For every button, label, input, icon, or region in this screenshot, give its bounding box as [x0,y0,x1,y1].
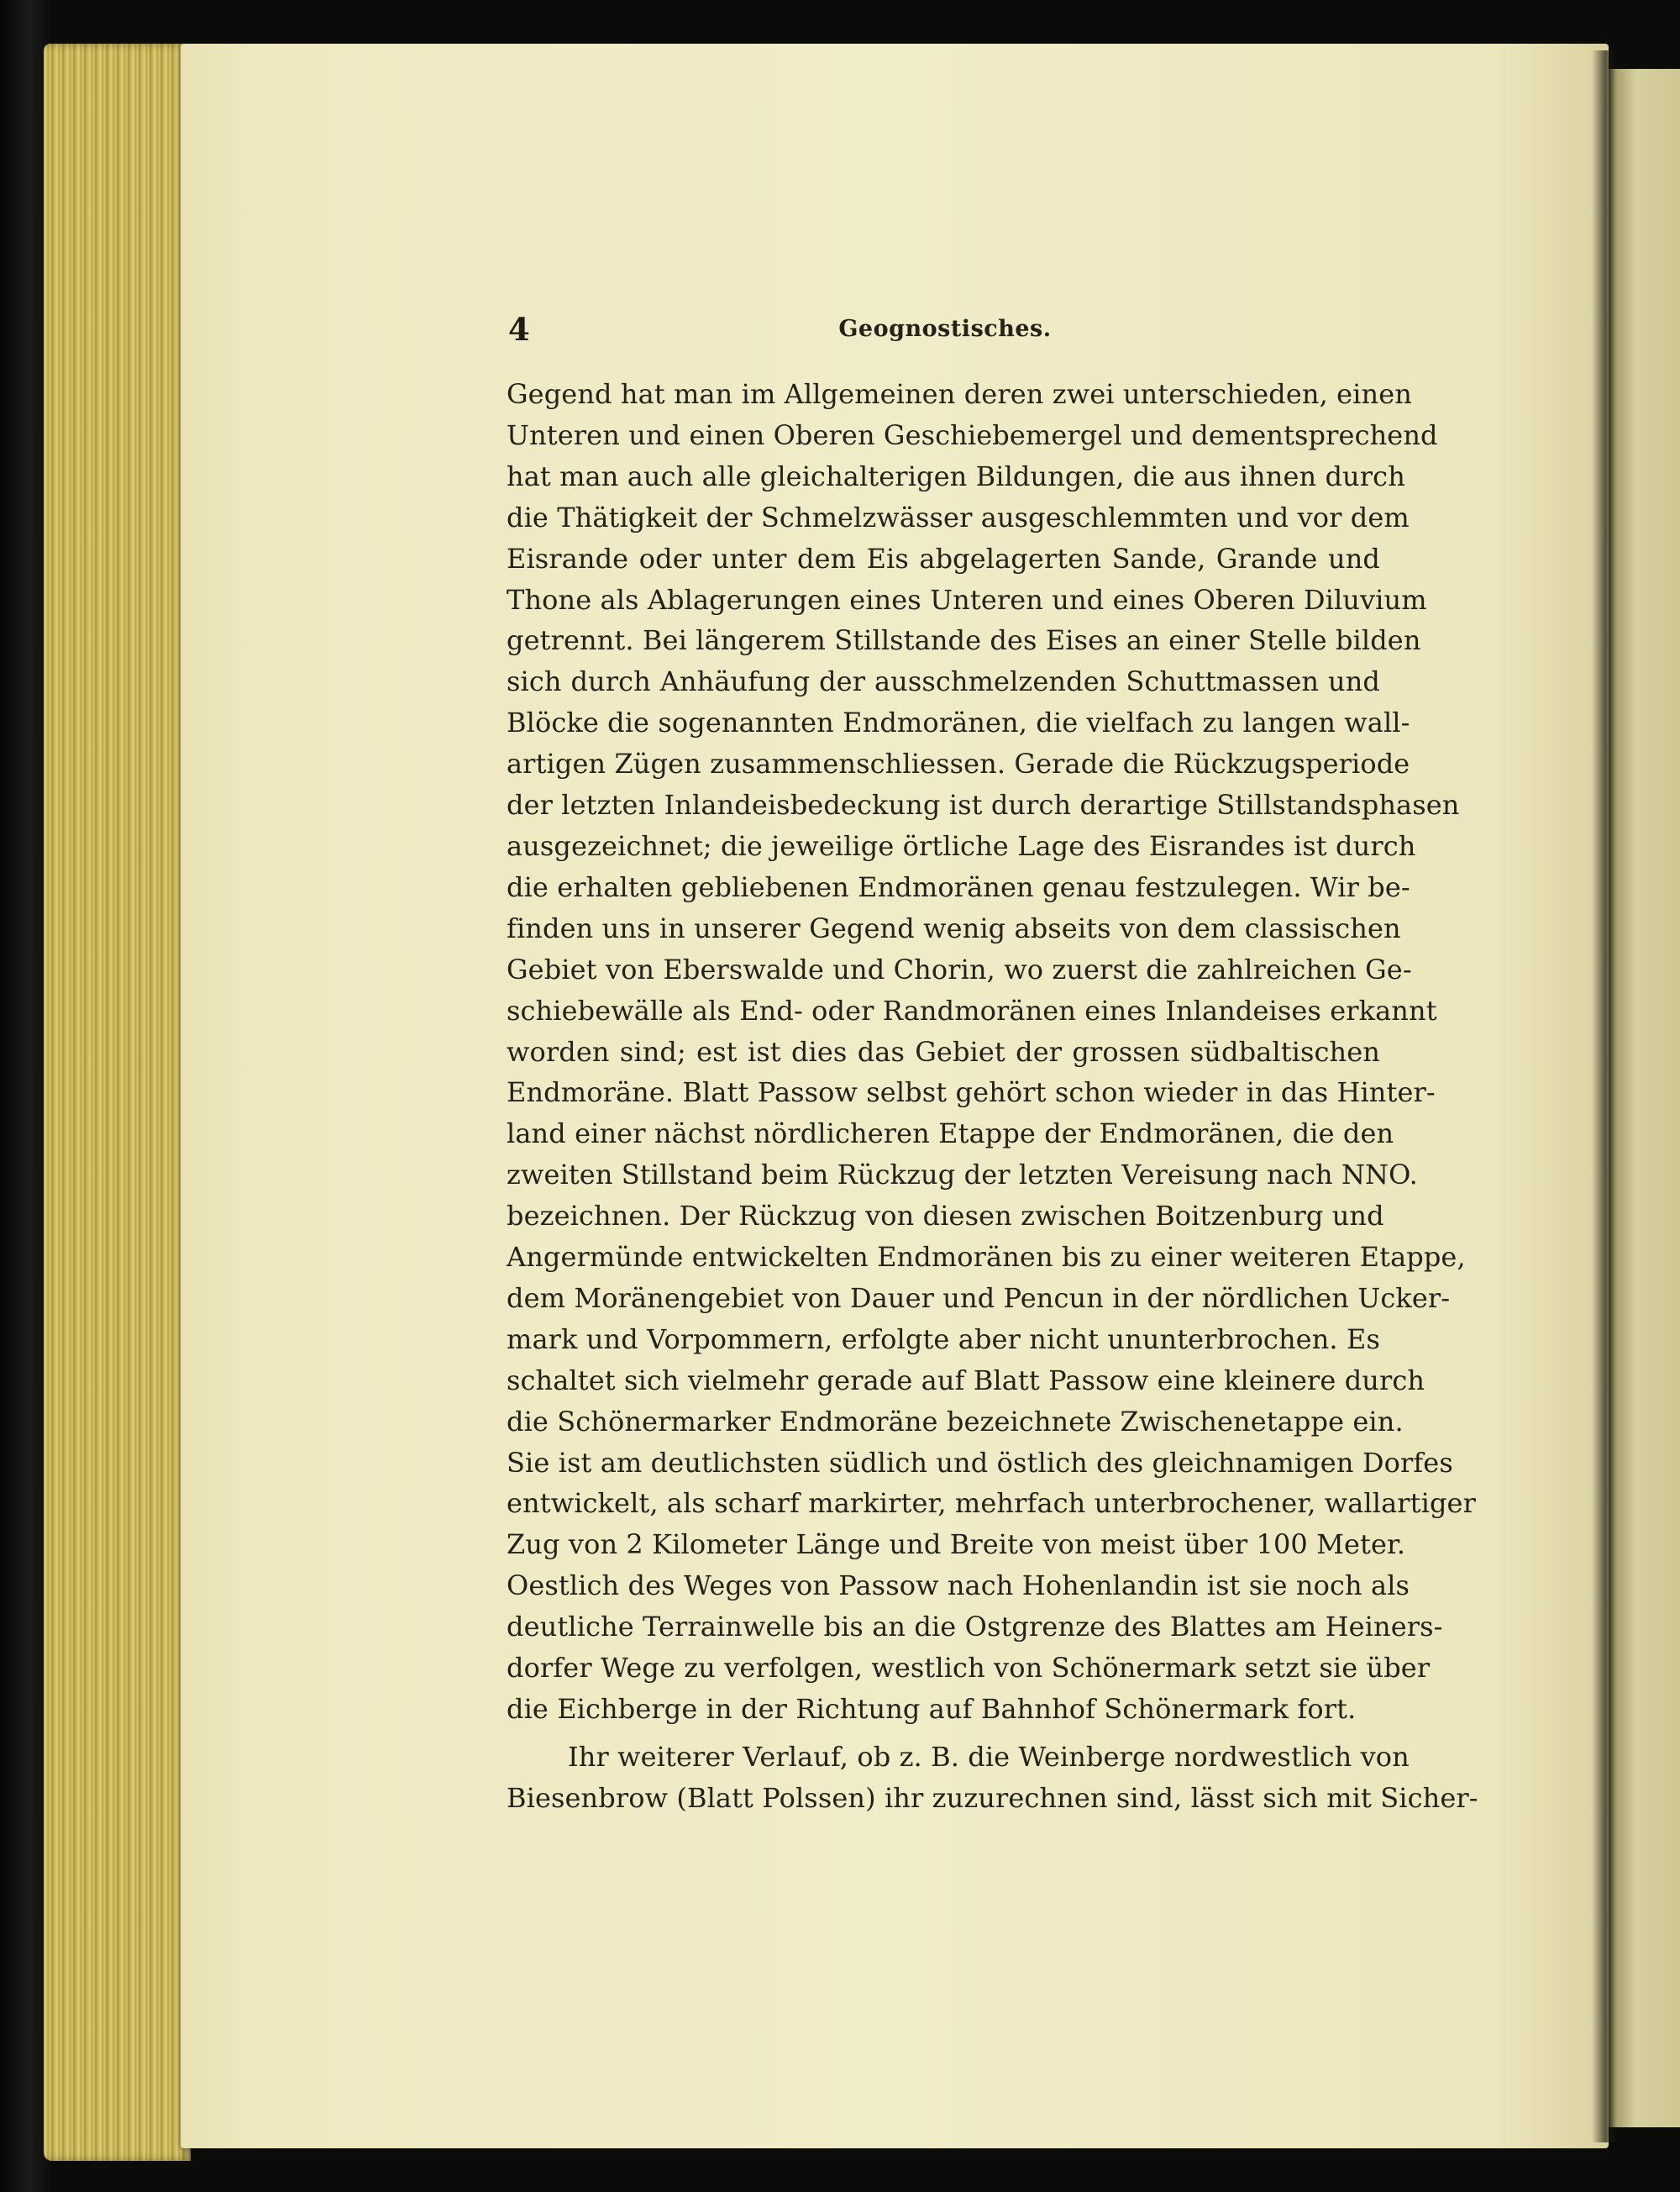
text-line: deutliche Terrainwelle bis an die Ostgrenze des Blattes am Heiners- [507,1611,1443,1643]
text-line: Sie ist am deutlichsten südlich und östlich des gleichnamigen Dorfes [507,1446,1453,1479]
text-line: Eisrande oder unter dem Eis abgelagerten Sande, Grande und [507,542,1380,575]
running-head [508,311,1382,353]
paragraph [507,1737,1478,1819]
facing-page-edge [1606,69,1680,2127]
page-number: 4 [508,311,530,348]
text-line: getrennt. Bei längerem Stillstande des Eises an einer Stelle bilden [507,624,1421,657]
page-edges [44,44,191,2161]
text-line: die erhalten gebliebenen Endmoränen genau festzulegen. Wir be- [507,870,1410,903]
text-line: die Thätigkeit der Schmelzwässer ausgeschlemmten und vor dem [507,501,1410,534]
text-line: Unteren und einen Oberen Geschiebemergel und dementsprechend [507,418,1438,451]
book-cover-edge [0,0,50,2192]
text-line: Gebiet von Eberswalde und Chorin, wo zuerst die zahlreichen Ge- [507,953,1412,986]
text-line: entwickelt, als scharf markirter, mehrfach unterbrochener, wallartiger [507,1487,1476,1520]
paragraph [507,374,1476,1730]
text-line: Zug von 2 Kilometer Länge und Breite von meist über 100 Meter. [507,1528,1406,1561]
text-line: Gegend hat man im Allgemeinen deren zwei unterschieden, einen [507,378,1412,410]
text-line: schiebewälle als End- oder Randmoränen eines Inlandeises erkannt [507,994,1437,1027]
text-line: dem Moränengebiet von Dauer und Pencun in der nördlichen Ucker- [507,1281,1451,1314]
text-line: Thone als Ablagerungen eines Unteren und eines Oberen Diluvium [507,583,1427,616]
text-line: Endmoräne. Blatt Passow selbst gehört schon wieder in das Hinter- [507,1076,1436,1109]
running-title: Geognostisches. [838,316,1052,342]
text-line: ausgezeichnet; die jeweilige örtliche Lage des Eisrandes ist durch [507,829,1416,862]
text-line: finden uns in unserer Gegend wenig abseits von dem classischen [507,912,1401,944]
text-line: dorfer Wege zu verfolgen, westlich von Schönermark setzt sie über [507,1652,1431,1685]
text-line: Oestlich des Weges von Passow nach Hohenlandin ist sie noch als [507,1569,1410,1602]
text-line: land einer nächst nördlicheren Etappe der Endmoränen, die den [507,1117,1394,1150]
paragraph-gap [507,1730,1380,1737]
text-line: bezeichnen. Der Rückzug von diesen zwischen Boitzenburg und [507,1200,1384,1233]
text-line: sich durch Anhäufung der ausschmelzenden Schuttmassen und [507,665,1380,698]
text-line: zweiten Stillstand beim Rückzug der letzten Vereisung nach NNO. [507,1159,1418,1191]
text-line: artigen Zügen zusammenschliessen. Gerade die Rückzugsperiode [507,748,1410,781]
text-line: Blöcke die sogenannten Endmoränen, die vielfach zu langen wall- [507,707,1410,739]
text-line: hat man auch alle gleichalterigen Bildungen, die aus ihnen durch [507,460,1405,492]
body-text [507,374,1478,1819]
text-line: Ihr weiterer Verlauf, ob z. B. die Weinberge nordwestlich von [568,1740,1410,1773]
text-line: Angermünde entwickelten Endmoränen bis zu einer weiteren Etappe, [507,1241,1466,1274]
book-gutter [1592,50,1617,2142]
text-line: die Eichberge in der Richtung auf Bahnhof Schönermark fort. [507,1693,1357,1725]
text-line: worden sind; est ist dies das Gebiet der grossen südbaltischen [507,1035,1380,1068]
text-line: schaltet sich vielmehr gerade auf Blatt Passow eine kleinere durch [507,1364,1425,1396]
text-line: der letzten Inlandeisbedeckung ist durch derartige Stillstandsphasen [507,789,1460,822]
text-line: mark und Vorpommern, erfolgte aber nicht ununterbrochen. Es [507,1322,1380,1355]
text-line: die Schönermarker Endmoräne bezeichnete Zwischenetappe ein. [507,1405,1404,1438]
text-line: Biesenbrow (Blatt Polssen) ihr zuzurechnen sind, lässt sich mit Sicher- [507,1781,1478,1814]
